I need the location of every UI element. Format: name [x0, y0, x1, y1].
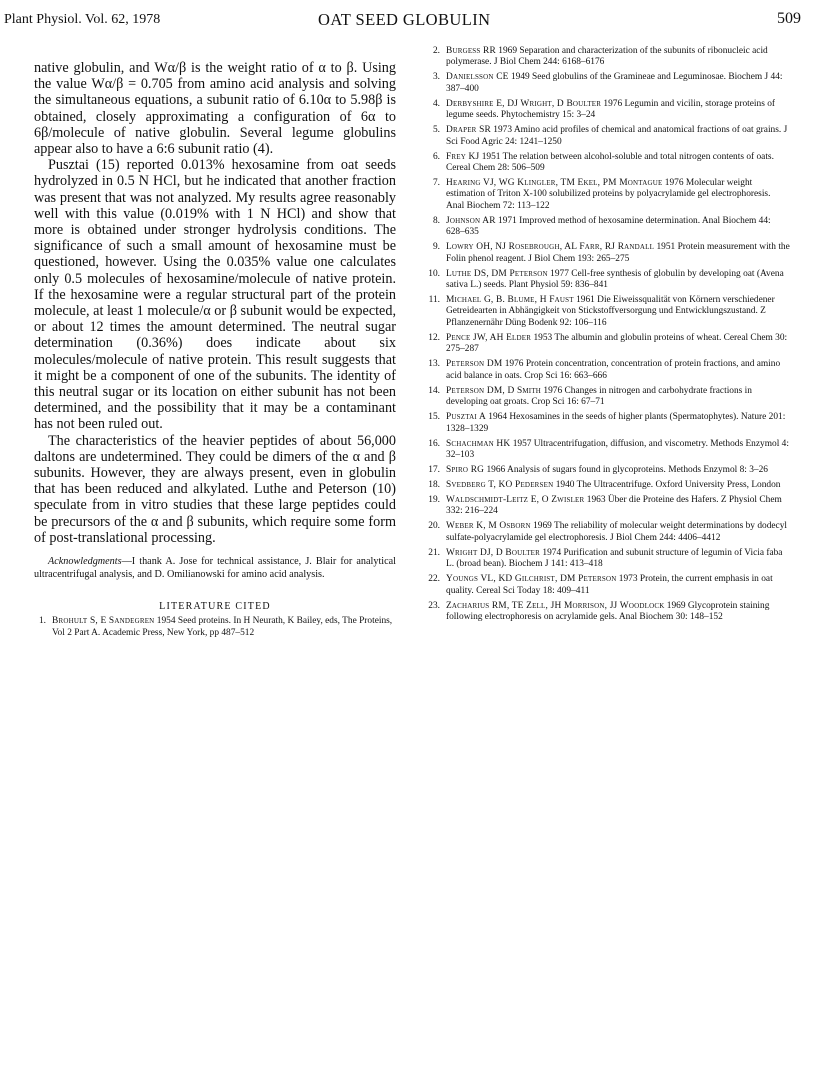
reference-number: 7.	[432, 178, 440, 189]
reference-authors: Derbyshire E, DJ Wright, D Boulter	[446, 98, 602, 109]
reference-item	[428, 46, 790, 69]
reference-authors: Lowry OH, NJ Rosebrough, AL Farr, RJ Randall	[446, 242, 655, 253]
reference-number: 18.	[428, 479, 440, 490]
reference-text: 1973 Protein, the current emphasis in oat quality. Cereal Sci Today 18: 409–411	[446, 574, 773, 596]
reference-number: 13.	[428, 359, 440, 370]
reference-item	[428, 72, 790, 95]
reference-authors: Danielsson CE	[446, 72, 509, 83]
reference-text: 1963 Über die Proteine des Hafers. Z Physiol Chem 332: 216–224	[446, 494, 782, 517]
reference-number: 2.	[432, 46, 440, 56]
reference-text: 1964 Hexosamines in the seeds of higher plants (Spermatophytes). Nature 201: 1328–1329	[446, 412, 786, 434]
reference-number: 12.	[428, 332, 440, 343]
reference-number: 1.	[38, 616, 46, 627]
reference-number: 22.	[428, 574, 440, 585]
reference-authors: Brohult S, E Sandegren	[52, 616, 155, 627]
reference-text: 1966 Analysis of sugars found in glycoproteins. Methods Enzymol 8: 3–26	[484, 464, 768, 475]
reference-item	[34, 616, 396, 639]
reference-authors: Johnson AR	[446, 215, 496, 226]
reference-authors: Frey KJ	[446, 151, 480, 162]
reference-item	[428, 178, 790, 212]
reference-text: 1951 The relation between alcohol-soluble and total nitrogen contents of oats. Cereal Chem 28: 506–509	[446, 151, 774, 174]
journal-citation: Plant Physiol. Vol. 62, 1978	[4, 12, 161, 27]
reference-item	[428, 242, 790, 265]
reference-authors: Hearing VJ, WG Klingler, TM Ekel, PM Montague	[446, 178, 663, 189]
reference-item	[428, 495, 790, 518]
reference-number: 15.	[428, 412, 440, 423]
reference-authors: Michael G, B. Blume, H Faust	[446, 295, 574, 306]
reference-item	[428, 125, 790, 148]
reference-item	[428, 480, 790, 491]
page-number: 509	[777, 10, 801, 27]
reference-authors: Weber K, M Osborn	[446, 521, 531, 532]
reference-item	[428, 601, 790, 624]
reference-text: 1976 Changes in nitrogen and carbohydrate fractions in developing oat groats. Crop Sci 16: 67–71	[446, 385, 752, 408]
reference-text: 1957 Ultracentrifugation, diffusion, and viscometry. Methods Enzymol 4: 32–103	[446, 438, 789, 460]
reference-text: 1969 The reliability of molecular weight determinations by dodecyl sulfate-polyacrylamide gel electrophoresis. J Biol Chem 244: 4406–4412	[446, 521, 788, 543]
reference-authors: Wright DJ, D Boulter	[446, 547, 541, 558]
literature-cited-heading: LITERATURE CITED	[159, 601, 271, 613]
reference-authors: Youngs VL, KD Gilchrist, DM Peterson	[446, 574, 617, 585]
reference-item	[428, 465, 790, 476]
reference-item	[428, 152, 790, 175]
acknowledgments-text: —I thank A. Jose for technical assistance, J. Blair for analytical ultracentrifugal analysis, and D. Omilianowski for amino acid analysis.	[34, 556, 396, 580]
reference-item	[428, 269, 790, 292]
reference-number: 9.	[432, 242, 440, 253]
reference-authors: Peterson DM, D Smith	[446, 385, 542, 396]
reference-authors: Schachman HK	[446, 438, 511, 449]
reference-authors: Svedberg T, KO Pedersen	[446, 479, 554, 490]
reference-text: 1971 Improved method of hexosamine determination. Anal Biochem 44: 628–635	[446, 215, 771, 238]
reference-text: 1951 Protein measurement with the Folin phenol reagent. J Biol Chem 193: 265–275	[446, 242, 790, 264]
reference-item	[428, 359, 790, 382]
reference-item	[428, 99, 790, 122]
acknowledgments-label: Acknowledgments	[48, 556, 122, 568]
reference-item	[428, 216, 790, 239]
body-paragraph-1: native globulin, and Wα/β is the weight ratio of α to β. Using the value Wα/β = 0.705 from amino acid analysis and solving the simultaneous equations, a subunit ratio of 6.10α to 5.98β is obtained, closely approximating a configuration of 6α to 6β/molecule of native globulin. Several legume globulins appear also to have a 6:6 subunit ratio (4).	[34, 60, 396, 158]
reference-item	[428, 295, 790, 329]
reference-item	[428, 521, 790, 544]
reference-number: 3.	[432, 72, 440, 83]
reference-authors: Peterson DM	[446, 359, 503, 370]
reference-number: 11.	[428, 295, 440, 306]
reference-authors: Zacharius RM, TE Zell, JH Morrison, JJ Woodlock	[446, 600, 665, 611]
reference-text: 1954 Seed proteins. In H Neurath, K Bailey, eds, The Proteins, Vol 2 Part A. Academic Press, New York, pp 487–512	[52, 616, 393, 638]
reference-authors: Pusztai A	[446, 412, 486, 423]
running-title: OAT SEED GLOBULIN	[318, 10, 491, 29]
reference-number: 14.	[428, 385, 440, 396]
reference-list-right	[428, 46, 790, 623]
reference-text: 1940 The Ultracentrifuge. Oxford University Press, London	[553, 479, 781, 490]
reference-text: 1976 Protein concentration, concentration of protein fractions, and amino acid balance in oats. Crop Sci 16: 663–666	[446, 359, 781, 381]
right-column	[428, 46, 790, 627]
reference-list-left	[34, 616, 396, 639]
reference-text: 1977 Cell-free synthesis of globulin by developing oat (Avena sativa L.) seeds. Plant Physiol 59: 836–841	[446, 268, 784, 291]
reference-text: 1961 Die Eiweissqualität von Körnern verschiedener Getreidearten in Abhängigkeit von Stickstoffversorgung und Entwicklungszustand. Z Pflanzenernähr Düng Bodenk 92: 106–116	[446, 295, 775, 328]
left-column	[34, 60, 396, 643]
reference-number: 6.	[432, 151, 440, 162]
reference-item	[428, 333, 790, 356]
reference-text: 1976 Legumin and vicilin, storage proteins of legume seeds. Phytochemistry 15: 3–24	[446, 98, 776, 121]
body-paragraph-3: The characteristics of the heavier peptides of about 56,000 daltons are undetermined. They could be dimers of the α and β subunits. However, they are always present, even in globulin that has been reduced and alkylated. Luthe and Peterson (10) speculate from in vitro studies that these large peptides could be precursors of the α and β subunits, which require some form of post-translational processing.	[34, 432, 396, 546]
reference-authors: Draper SR	[446, 125, 491, 136]
reference-number: 16.	[428, 438, 440, 449]
reference-authors: Pence JW, AH Elder	[446, 332, 532, 343]
reference-text: 1949 Seed globulins of the Gramineae and Leguminosae. Biochem J 44: 387–400	[446, 72, 783, 94]
reference-authors: Spiro RG	[446, 464, 485, 475]
page-header	[0, 4, 816, 34]
reference-text: 1953 The albumin and globulin proteins of wheat. Cereal Chem 30: 275–287	[446, 332, 788, 355]
reference-item	[428, 412, 790, 435]
reference-text: 1976 Molecular weight estimation of Triton X-100 solubilized proteins by polyacrylamide gel electrophoresis. Anal Biochem 72: 113–122	[446, 178, 771, 211]
reference-number: 20.	[428, 521, 440, 532]
acknowledgments	[34, 556, 396, 581]
reference-authors: Luthe DS, DM Peterson	[446, 268, 548, 279]
reference-number: 8.	[432, 215, 440, 226]
reference-text: 1969 Glycoprotein staining following electrophoresis on acrylamide gels. Anal Biochem 30: 148–152	[446, 600, 770, 622]
reference-number: 4.	[432, 98, 440, 109]
reference-number: 21.	[428, 547, 440, 558]
reference-text: 1973 Amino acid profiles of chemical and anatomical fractions of oat grains. J Sci Food Agric 24: 1241–1250	[446, 125, 788, 147]
reference-number: 19.	[428, 494, 440, 505]
reference-authors: Waldschmidt-Leitz E, O Zwisler	[446, 494, 585, 505]
reference-item	[428, 548, 790, 571]
reference-item	[428, 439, 790, 462]
reference-item	[428, 386, 790, 409]
reference-text: 1974 Purification and subunit structure of legumin of Vicia faba L. (broad bean). Biochem J 141: 413–418	[446, 547, 783, 570]
reference-text: 1969 Separation and characterization of the subunits of ribonucleic acid polymerase. J Biol Chem 244: 6168–6176	[446, 46, 768, 68]
reference-number: 10.	[428, 268, 440, 279]
reference-number: 17.	[428, 464, 440, 475]
body-paragraph-2: Pusztai (15) reported 0.013% hexosamine from oat seeds hydrolyzed in 0.5 N HCl, but he indicated that another fraction was present that was not analyzed. My results agree reasonably well with this value (0.019% with 1 N HCl) and show that more is obtained under stronger hydrolysis conditions. The significance of such a small amount of hexosamine must be questioned, however. Using the 0.035% value one calculates only 0.5 molecules of hexosamine/molecule of native protein. If the hexosamine were a regular structural part of the protein molecule, at least 1 molecule/α or β subunit would be expected, or about 12 times the amount determined. The neutral sugar determination (0.36%) does indicate about six molecules/molecule of native protein. This result suggests that it might be a component of one of the subunits. The identity of this neutral sugar or its location on either subunit has not been determined, and the possibility that it may be a contaminant has not been ruled out.	[34, 157, 396, 433]
reference-number: 23.	[428, 600, 440, 611]
reference-authors: Burgess RR	[446, 46, 496, 56]
reference-number: 5.	[432, 125, 440, 136]
reference-item	[428, 574, 790, 597]
